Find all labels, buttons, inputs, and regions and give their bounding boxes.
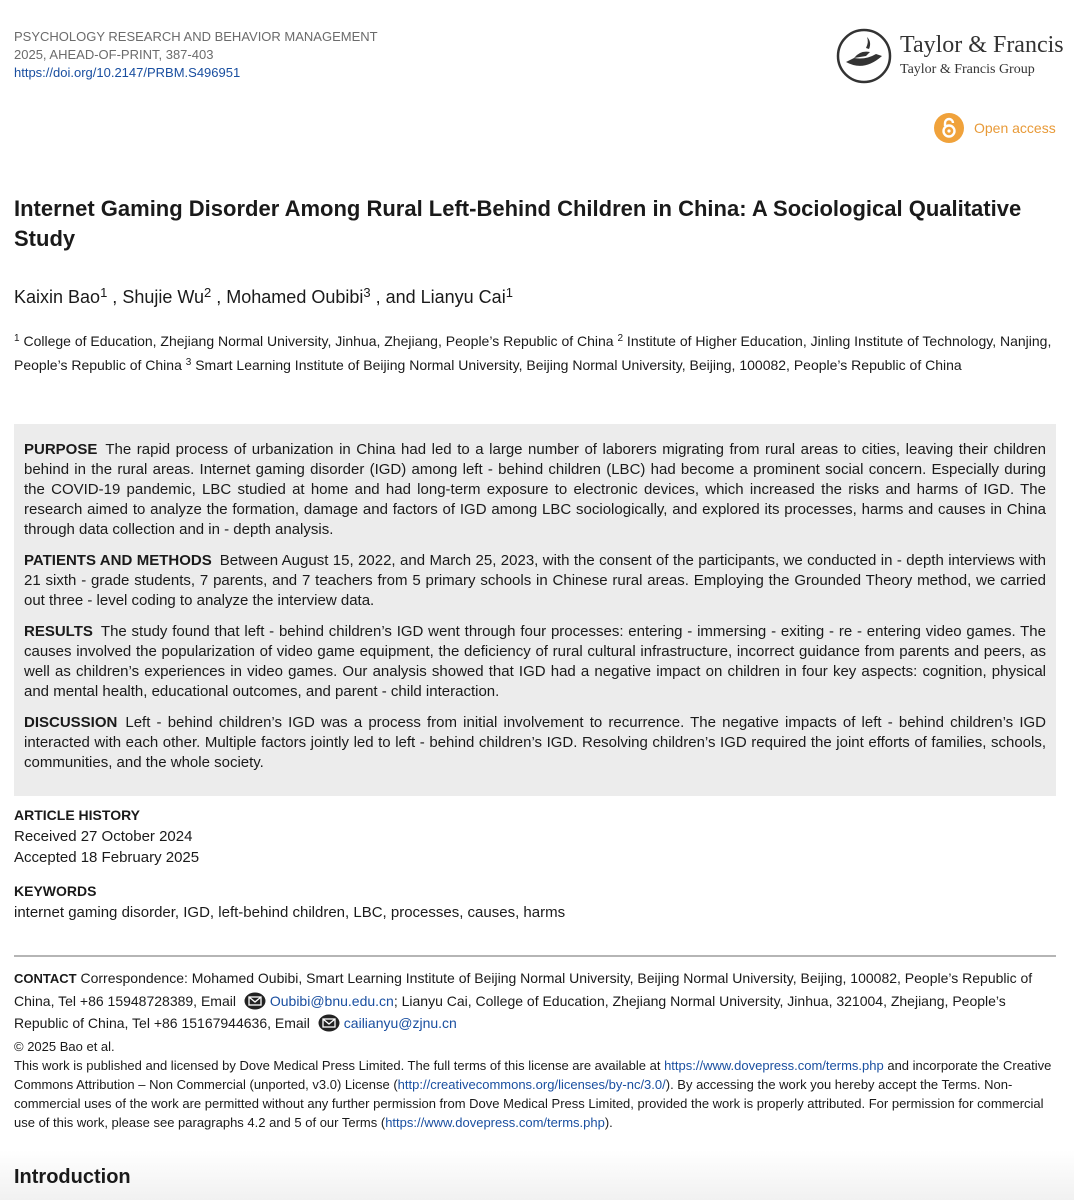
article-history <box>14 805 199 868</box>
results-text: The study found that left - behind children’s IGD went through four processes: entering - immersing - exiting - re - entering video games. The causes involved the popularization of video game equipment, the deficiency of rural cultural infrastructure, incorrect guidance from parents and peers, as well as children’s experiences in video games. Our analysis showed that IGD had a negative impact on children in four key aspects: cognition, physical and mental health, educational outcomes, and parent - child interaction. <box>24 623 1046 700</box>
open-access-label: Open access <box>974 120 1056 136</box>
abstract-box <box>14 424 1056 796</box>
author-separator: , <box>211 287 227 307</box>
methods-text: Between August 15, 2022, and March 25, 2023, with the consent of the participants, we conducted in - depth interviews with 21 sixth - grade students, 7 parents, and 7 teachers from 5 primary schools in Chinese rural areas. Employing the Grounded Theory method, we carried out three - level coding to analyze the interview data. <box>24 552 1046 609</box>
affil-text: College of Education, Zhejiang Normal University, Jinhua, Zhejiang, People’s Republic of China <box>19 333 618 349</box>
affil-number: 2 <box>617 333 624 344</box>
author-affil-mark: 1 <box>100 285 108 300</box>
journal-info <box>14 28 378 82</box>
keywords-section <box>14 881 565 923</box>
affil-text: Smart Learning Institute of Beijing Normal University, Beijing Normal University, Beijing, 100082, People’s Republic of China <box>191 357 962 373</box>
author-list <box>14 280 513 310</box>
doi-link[interactable]: https://doi.org/10.2147/PRBM.S496951 <box>14 65 241 80</box>
contact-text: Correspondence: Mohamed Oubibi, Smart Learning Institute of Beijing Normal University, Beijing Normal University, Beijing, 100082, People’s Republic of China, Tel +86 15948728389, Email <box>14 970 1033 1009</box>
license-text-part: ). <box>604 1115 613 1130</box>
license-text-part: This work is published and licensed by Dove Medical Press Limited. The full terms of this license are available at <box>14 1058 665 1073</box>
abstract-results <box>24 622 1046 702</box>
lamp-logo-icon <box>836 28 892 84</box>
author-name[interactable]: Kaixin Bao <box>14 287 101 307</box>
envelope-icon <box>244 992 266 1010</box>
page-fade <box>0 1150 1074 1200</box>
terms-link[interactable]: https://www.dovepress.com/terms.php <box>664 1058 884 1073</box>
journal-name: PSYCHOLOGY RESEARCH AND BEHAVIOR MANAGEMENT <box>14 29 378 44</box>
received-date: Received 27 October 2024 <box>14 828 193 845</box>
copyright-line: © 2025 Bao et al. <box>14 1039 115 1054</box>
keywords-list: internet gaming disorder, IGD, left-behind children, LBC, processes, causes, harms <box>14 904 566 921</box>
author-name[interactable]: Mohamed Oubibi <box>226 287 364 307</box>
abstract-methods <box>24 551 1046 611</box>
purpose-heading: PURPOSE <box>24 441 98 458</box>
cc-license-link[interactable]: http://creativecommons.org/licenses/by-nc/3.0/ <box>397 1077 666 1092</box>
keywords-heading: KEYWORDS <box>14 883 97 899</box>
author-affil-mark: 2 <box>204 285 212 300</box>
section-divider <box>14 955 1056 957</box>
affil-text: Institute of Higher Education, Jinling Institute of Technology, Nanjing, People’s Republic of China <box>14 333 1052 373</box>
contact-heading: CONTACT <box>14 971 77 986</box>
open-access-badge[interactable] <box>934 112 1056 144</box>
open-access-icon <box>934 113 964 143</box>
affil-number: 3 <box>185 357 192 368</box>
email-link[interactable]: cailianyu@zjnu.cn <box>343 1015 457 1031</box>
discussion-text: Left - behind children’s IGD was a process from initial involvement to recurrence. The negative impacts of left - behind children’s IGD interacted with each other. Multiple factors jointly led to left - behind children’s IGD. Resolving children’s IGD required the joint efforts of families, schools, communities, and the whole society. <box>24 714 1046 771</box>
results-heading: RESULTS <box>24 623 93 640</box>
author-separator: , and <box>370 287 421 307</box>
affiliations <box>14 328 1058 376</box>
author-name[interactable]: Shujie Wu <box>122 287 205 307</box>
publisher-group: Taylor & Francis Group <box>900 62 1035 77</box>
contact-text: ; Lianyu Cai, College of Education, Zhejiang Normal University, Jinhua, 321004, Zhejiang, People’s Republic of China, Tel +86 15167944636, Email <box>14 993 1006 1031</box>
license-text <box>14 1056 1060 1132</box>
discussion-heading: DISCUSSION <box>24 714 118 731</box>
license-text-part: and incorporate the Creative Commons Attribution – Non Commercial (unported, v3.0) License ( <box>14 1058 1052 1092</box>
section-heading: Introduction <box>14 1166 131 1188</box>
author-affil-mark: 3 <box>363 285 371 300</box>
history-heading: ARTICLE HISTORY <box>14 807 141 823</box>
article-title: Internet Gaming Disorder Among Rural Left-Behind Children in China: A Sociological Qualitative Study <box>14 196 1022 251</box>
envelope-icon <box>318 1014 340 1032</box>
license-info <box>14 1037 1060 1132</box>
accepted-date: Accepted 18 February 2025 <box>14 849 200 866</box>
contact-info <box>14 967 1058 1034</box>
author-affil-mark: 1 <box>505 285 513 300</box>
author-separator: , <box>107 287 123 307</box>
publisher-name: Taylor & Francis <box>900 32 1064 58</box>
abstract-discussion <box>24 713 1046 773</box>
purpose-text: The rapid process of urbanization in China had led to a large number of laborers migrating from rural areas to cities, leaving their children behind in the rural areas. Internet gaming disorder (IGD) among left - behind children (LBC) had become a prominent social concern. Especially during the COVID-19 pandemic, LBC studied at home and had long-term exposure to electronic devices, which increased the risks and harms of IGD. The research aimed to analyze the formation, damage and factors of IGD among LBC sociologically, and explored its processes, harms and causes in China through data collection and in - depth analysis. <box>24 441 1046 538</box>
methods-heading: PATIENTS AND METHODS <box>24 552 212 569</box>
license-text-part: ). By accessing the work you hereby accept the Terms. Non-commercial uses of the work are permitted without any further permission from Dove Medical Press Limited, provided the work is properly attributed. For permission for commercial use of this work, please see paragraphs 4.2 and 5 of our Terms ( <box>14 1077 1044 1130</box>
terms-link[interactable]: https://www.dovepress.com/terms.php <box>385 1115 605 1130</box>
email-link[interactable]: Oubibi@bnu.edu.cn <box>269 993 394 1009</box>
journal-issue: 2025, AHEAD-OF-PRINT, 387-403 <box>14 47 214 62</box>
abstract-purpose <box>24 440 1046 540</box>
affil-number: 1 <box>14 333 20 344</box>
publisher-logo[interactable] <box>836 28 1064 84</box>
author-name[interactable]: Lianyu Cai <box>420 287 506 307</box>
